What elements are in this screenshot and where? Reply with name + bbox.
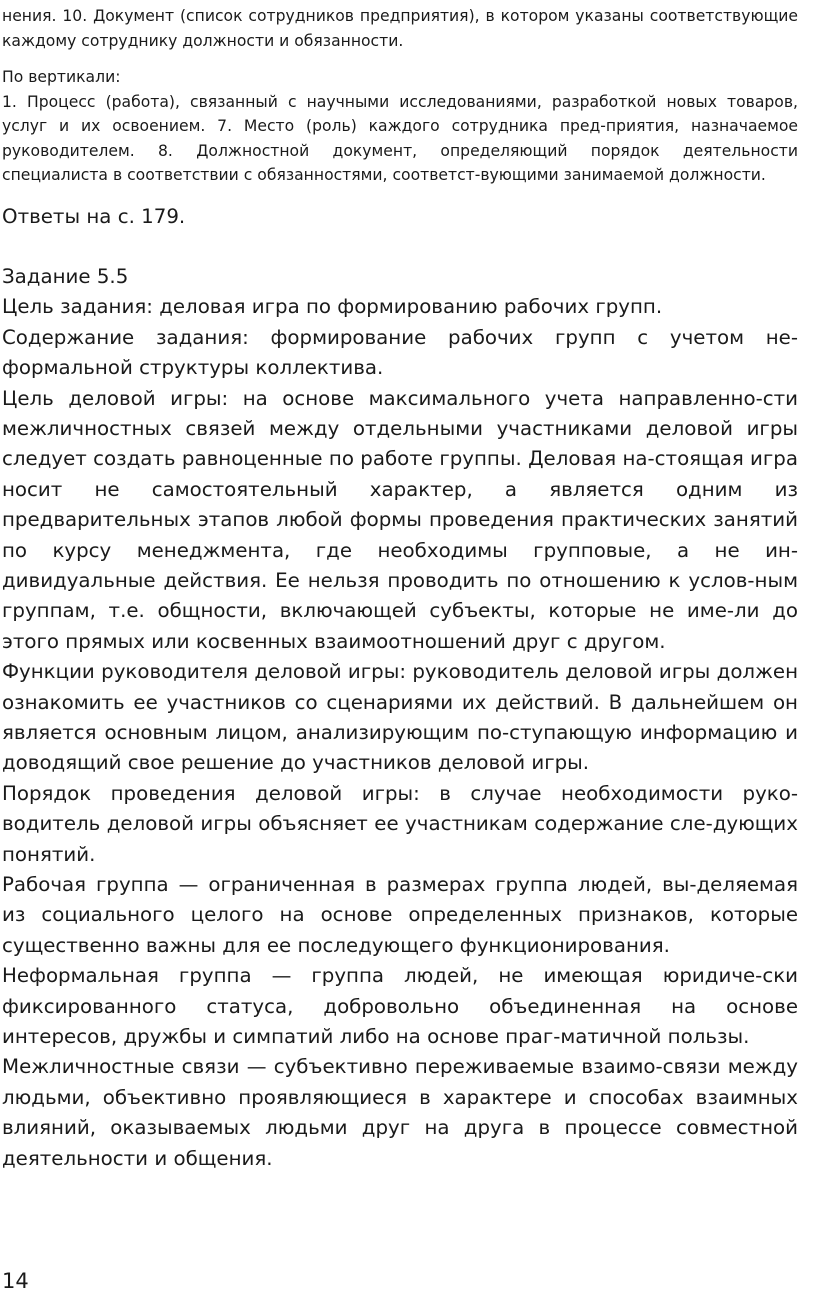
game-goal-paragraph: Цель деловой игры: на основе максимального учета направленно-сти межличностных связей между отдельными участниками деловой игры следует создать равноценные по работе группы. Деловая на-стоящая игра носит не самостоятельный характер, а является одним из предварительных этапов любой формы проведения практических занятий по курсу менеджмента, где необходимы групповые, а не ин-дивидуальные действия. Ее нельзя проводить по отношению к услов-ным группам, т.е. общности, включающей субъекты, которые не име-ли до этого прямых или косвенных взаимоотношений друг с другом. bbox=[2, 386, 798, 653]
task-title: Задание 5.5 bbox=[2, 264, 129, 288]
interpersonal-links-definition: Межличностные связи — субъективно переживаемые взаимо-связи между людьми, объективно проявляющиеся в характере и способах взаимных влияний, оказываемых людьми друг на друга в процессе совместной деятельности и общения. bbox=[2, 1055, 798, 1170]
leader-functions-paragraph: Функции руководителя деловой игры: руководитель деловой игры должен ознакомить ее участников со сценариями их действий. В дальнейшем он является основным лицом, анализирующим по-ступающую информацию и доводящий свое решение до участников деловой игры. bbox=[2, 660, 798, 775]
procedure-paragraph: Порядок проведения деловой игры: в случае необходимости руко-водитель деловой игры объясняет ее участникам содержание сле-дующих понятий. bbox=[2, 781, 798, 866]
vertical-clues-text: 1. Процесс (работа), связанный с научными исследованиями, разработкой новых товаров, услуг и их освоением. 7. Место (роль) каждого сотрудника пред-приятия, назначаемое руководителем. 8. Должностной документ, определяющий порядок деятельности специалиста в соответствии с обязанностями, соответст-вующими занимаемой должности. bbox=[2, 92, 798, 184]
informal-group-definition: Неформальная группа — группа людей, не имеющая юридиче-ски фиксированного статуса, добровольно объединенная на основе интересов, дружбы и симпатий либо на основе праг-матичной пользы. bbox=[2, 964, 798, 1049]
work-group-definition: Рабочая группа — ограниченная в размерах группа людей, вы-деляемая из социального целого на основе определенных признаков, которые существенно важны для ее последующего функционирования. bbox=[2, 873, 798, 957]
crossword-intro-text: нения. 10. Документ (список сотрудников предприятия), в котором указаны соответствующие каждому сотруднику должности и обязанности. bbox=[2, 7, 798, 50]
task-content: Содержание задания: формирование рабочих групп с учетом не-формальной структуры коллектива. bbox=[2, 325, 798, 380]
answers-reference: Ответы на с. 179. bbox=[2, 204, 186, 228]
task-goal: Цель задания: деловая игра по формированию рабочих групп. bbox=[2, 295, 663, 319]
vertical-label: По вертикали: bbox=[2, 68, 121, 86]
page-number: 14 bbox=[2, 1269, 29, 1293]
